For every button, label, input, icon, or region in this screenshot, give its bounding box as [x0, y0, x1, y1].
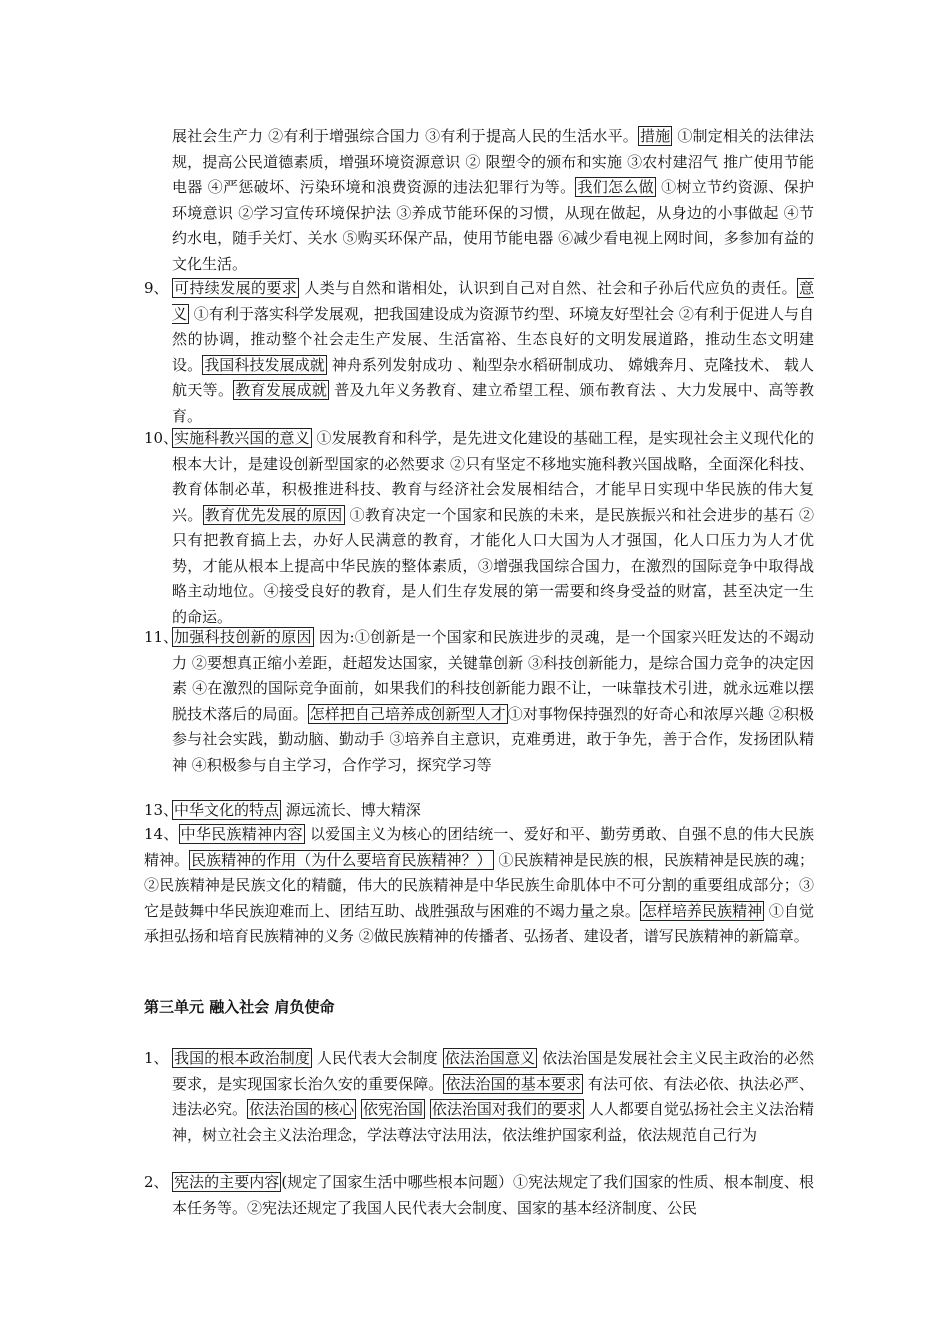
keyword-box: 怎样培养民族精神 — [641, 901, 763, 920]
text: 普及九年义务教育、建立希望工程、颁布教育法 、大力发展中、高等教育。 — [172, 381, 814, 425]
list-item-10 — [144, 426, 814, 630]
item-number: 14、 — [144, 825, 179, 843]
item-number: 10、 — [144, 429, 179, 447]
keyword-box: 怎样把自己培养成创新型人才 — [309, 704, 506, 723]
keyword-box: 依法治国的核心 — [249, 1100, 355, 1118]
keyword-box: 意义 — [172, 279, 814, 323]
keyword-box: 依法治国的基本要求 — [445, 1074, 582, 1093]
text: ①民族精神是民族的根，民族精神是民族的魂；②民族精神是民族文化的精髓，伟大的民族精神是中华民族生命肌体中不可分割的重要组成部分；③它是鼓舞中华民族迎难而上、团结互助、战胜强敌与困难的不竭力量之泉。 — [144, 850, 814, 920]
text: 展社会生产力 ②有利于增强综合国力 ③有利于提高人民的生活水平。 — [172, 127, 638, 145]
keyword-box: 中华文化的特点 — [174, 801, 280, 819]
keyword-box: 实施科教兴国的意义 — [174, 429, 310, 447]
item-number: 13、 — [144, 801, 179, 819]
keyword-box: 民族精神的作用（为什么要培育民族精神？） — [191, 850, 492, 869]
text: ①自觉承担弘扬和培育民族精神的义务 ②做民族精神的传播者、弘扬者、建设者，谱写民族精神的新篇章。 — [144, 901, 814, 945]
list-item-11 — [144, 625, 814, 778]
keyword-box: 我国的根本政治制度 — [174, 1049, 310, 1067]
keyword-box: 措施 — [639, 127, 671, 145]
text: 神舟系列发射成功 、籼型杂水稻研制成功、 嫦娥奔月、克隆技术、 载人航天等。 — [172, 355, 814, 399]
text: 源远流长、博大精深 — [281, 801, 421, 819]
unit-list-item-2 — [144, 1170, 814, 1221]
text: ①发展教育和科学，是先进文化建设的基础工程，是实现社会主义现代化的根本大计，是建设创新型国家的必然要求 ②只有坚定不移地实施科教兴国战略，全面深化科技、教育体制必革，积极推进科技、教育与经济社会发展相结合，才能早日实现中华民族的伟大复兴。 — [172, 429, 814, 524]
continuation-paragraph — [144, 124, 814, 277]
keyword-box: 我们怎么做 — [577, 178, 655, 196]
text: ①制定相关的法律法规，提高公民道德素质，增强环境资源意识 ② 限塑令的颁布和实施 ③农村建沼气 推广使用节能电器 ④严惩破坏、污染环境和浪费资源的违法犯罪行为等。 — [172, 127, 814, 196]
keyword-box: 宪法的主要内容 — [174, 1173, 280, 1191]
item-number: 9、 — [144, 279, 169, 297]
text: ①教育决定一个国家和民族的未来，是民族振兴和社会进步的基石 ②只有把教育搞上去，办好人民满意的教育，才能化人口大国为人才强国，化人口压力为人才优势，才能从根本上提高中华民族的整体素质，③增强我国综合国力，在激烈的国际竞争中取得战略主动地位。④接受良好的教育，是人们生存发展的第一需要和终身受益的财富，甚至决定一生的命运。 — [172, 505, 814, 626]
list-item-14 — [144, 822, 814, 950]
keyword-box: 我国科技发展成就 — [204, 355, 325, 374]
text: 人人都要自觉弘扬社会主义法治精神，树立社会主义法治理念，学法尊法守法用法，依法维护国家利益，依法规范自己行为 — [172, 1100, 814, 1144]
text: 有法可依、有法必依、执法必严、违法必究。 — [172, 1074, 814, 1118]
text: 因为:①创新是一个国家和民族进步的灵魂，是一个国家兴旺发达的不竭动力 ②要想真正缩小差距，赶超发达国家，关键靠创新 ③科技创新能力，是综合国力竞争的决定因素 ④在激烈的国际竞争面前，如果我们的科技创新能力跟不让，一味靠技术引进，就永远难以摆脱技术落后的局面。 — [172, 628, 814, 723]
list-item-9 — [144, 276, 814, 429]
text: ①树立节约资源、保护环境意识 ②学习宣传环境保护法 ③养成节能环保的习惯，从现在做起，从身边的小事做起 ④节约水电，随手关灯、关水 ⑤购买环保产品，使用节能电器 ⑥减少看电视上网时间，多参加有益的文化生活。 — [172, 178, 814, 273]
text: ①有利于落实科学发展观，把我国建设成为资源节约型、环境友好型社会 ②有利于促进人与自然的协调，推动整个社会走生产发展、生活富裕、生态良好的文明发展道路，推动生态文明建设。 — [172, 304, 814, 374]
unit-list-item-1 — [144, 1046, 814, 1148]
text: 人民代表大会制度 — [311, 1049, 443, 1067]
unit-heading: 第三单元 融入社会 肩负使命 — [144, 998, 335, 1016]
keyword-box: 依法治国对我们的要求 — [431, 1100, 582, 1118]
keyword-box: 可持续发展的要求 — [174, 279, 298, 297]
text: ①对事物保持强烈的好奇心和浓厚兴趣 ②积极参与社会实践，勤动脑、勤动手 ③培养自主意识，克难勇进，敢于争先，善于合作，发扬团队精神 ④积极参与自主学习，合作学习，探究学习等 — [172, 704, 814, 774]
text: (规定了国家生活中哪些根本问题）①宪法规定了我们国家的性质、根本制度、根本任务等。②宪法还规定了我国人民代表大会制度、国家的基本经济制度、公民 — [172, 1173, 814, 1217]
keyword-box: 中华民族精神内容 — [180, 825, 303, 843]
item-number: 2、 — [144, 1173, 169, 1191]
text: 以爱国主义为核心的团结统一、爱好和平、勤劳勇敢、自强不息的伟大民族精神。 — [144, 825, 814, 869]
item-number: 1、 — [144, 1049, 169, 1067]
list-item-13 — [144, 798, 814, 824]
item-number: 11、 — [144, 628, 179, 646]
keyword-box: 教育优先发展的原因 — [204, 505, 343, 524]
keyword-box: 教育发展成就 — [235, 381, 328, 399]
keyword-box: 依宪治国 — [362, 1100, 424, 1118]
keyword-box: 加强科技创新的原因 — [174, 628, 312, 646]
text: 依法治国是发展社会主义民主政治的必然要求，是实现国家长治久安的重要保障。 — [172, 1049, 814, 1093]
keyword-box: 依法治国意义 — [444, 1049, 536, 1067]
text: 人类与自然和谐相处，认识到自己对自然、社会和子孙后代应负的责任。 — [299, 279, 797, 297]
